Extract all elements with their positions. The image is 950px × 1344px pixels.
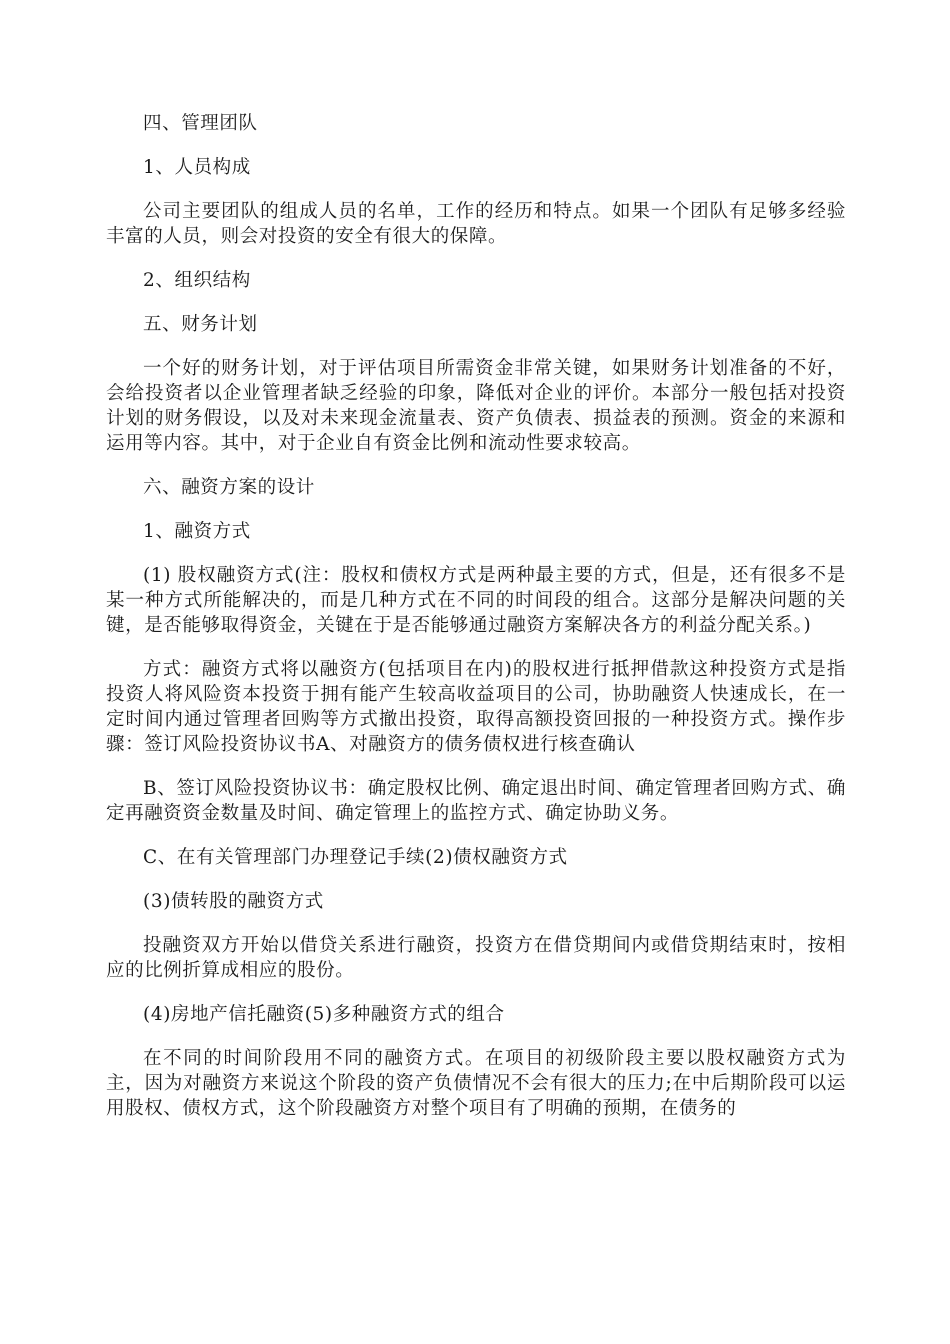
subheading-financing-methods: 1、融资方式 — [143, 521, 251, 542]
subheading-personnel: 1、人员构成 — [143, 157, 251, 178]
subheading-real-estate-trust: (4)房地产信托融资(5)多种融资方式的组合 — [143, 1004, 505, 1025]
paragraph-debt-to-equity: 投融资双方开始以借贷关系进行融资，投资方在借贷期间内或借贷期结束时，按相应的比例折算成相应的股份。 — [106, 935, 846, 981]
subheading-debt-to-equity: (3)债转股的融资方式 — [143, 891, 324, 912]
paragraph-team-description: 公司主要团队的组成人员的名单，工作的经历和特点。如果一个团队有足够多经验丰富的人员，则会对投资的安全有很大的保障。 — [106, 201, 846, 247]
section-heading-financial-plan: 五、财务计划 — [143, 314, 258, 335]
paragraph-step-b: B、签订风险投资协议书：确定股权比例、确定退出时间、确定管理者回购方式、确定再融资资金数量及时间、确定管理上的监控方式、确定协助义务。 — [106, 778, 846, 824]
paragraph-method-description: 方式：融资方式将以融资方(包括项目在内)的股权进行抵押借款这种投资方式是指投资人将风险资本投资于拥有能产生较高收益项目的公司，协助融资人快速成长，在一定时间内通过管理者回购等方式撤出投资，取得高额投资回报的一种投资方式。操作步骤：签订风险投资协议书A、对融资方的债务债权进行核查确认 — [106, 659, 846, 755]
paragraph-financial-plan: 一个好的财务计划，对于评估项目所需资金非常关键，如果财务计划准备的不好，会给投资者以企业管理者缺乏经验的印象，降低对企业的评价。本部分一般包括对投资计划的财务假设，以及对未来现金流量表、资产负债表、损益表的预测。资金的来源和运用等内容。其中，对于企业自有资金比例和流动性要求较高。 — [106, 358, 846, 454]
subheading-organization: 2、组织结构 — [143, 270, 251, 291]
section-heading-financing-design: 六、融资方案的设计 — [143, 477, 315, 498]
paragraph-combined-financing: 在不同的时间阶段用不同的融资方式。在项目的初级阶段主要以股权融资方式为主，因为对融资方来说这个阶段的资产负债情况不会有很大的压力;在中后期阶段可以运用股权、债权方式，这个阶段融资方对整个项目有了明确的预期，在债务的 — [106, 1048, 846, 1119]
paragraph-step-c: C、在有关管理部门办理登记手续(2)债权融资方式 — [143, 847, 568, 868]
section-heading-management-team: 四、管理团队 — [143, 113, 258, 134]
document-page — [106, 111, 846, 1140]
paragraph-equity-financing: (1) 股权融资方式(注：股权和债权方式是两种最主要的方式，但是，还有很多不是某一种方式所能解决的，而是几种方式在不同的时间段的组合。这部分是解决问题的关键，是否能够取得资金，关键在于是否能够通过融资方案解决各方的利益分配关系。) — [106, 565, 846, 636]
